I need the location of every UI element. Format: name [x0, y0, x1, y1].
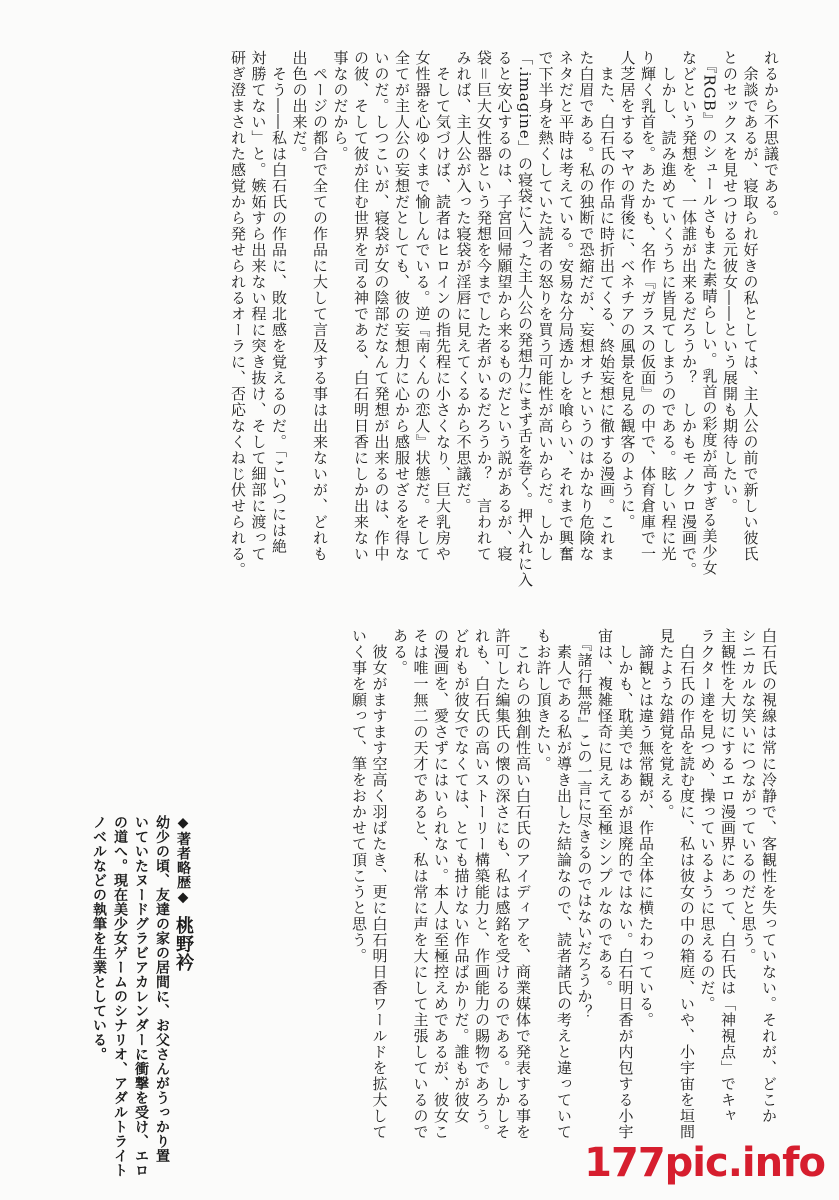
text-line: そは唯一無二の天才であると、私は常に声を大にして主張しているので: [411, 628, 430, 1140]
text-line: 「.imagine」の寝袋に入った主人公の発想力にまず舌を巻く。押入れに入: [516, 50, 534, 588]
text-line: れも、白石氏の高いストーリー構築能力と、作画能力の賜物であろう。: [473, 628, 491, 1140]
article-bottom-block: [279, 628, 779, 1140]
author-heading: ◆著者略歴◆: [175, 815, 191, 906]
text-line: 許可した編集氏の懐の深さにも、私は感銘を受けるのである。しかしそ: [493, 628, 512, 1140]
article-top-block: [61, 50, 781, 610]
text-line: 対勝てない」と。嫉妬すら出来ない程に突き抜け、そして細部に渡って: [249, 50, 268, 562]
text-line: どれもが彼女でなくては、とても描けない作品ばかりだ。誰もが彼女: [452, 628, 471, 1124]
text-line: 余談であるが、寝取られ好きの私としては、主人公の前で新しい彼氏: [741, 50, 760, 562]
text-line: 宙は、複雑怪奇に見えて至極シンプルなのである。: [596, 628, 614, 996]
text-line: また、白石氏の作品に時折出てくる、終始妄想に徹する漫画。これま: [598, 50, 616, 562]
text-line: などという発想を、一体誰が出来るだろうか？ しかもモノクロ漫画で。: [680, 50, 698, 578]
text-line: の道へ。現在美少女ゲームのシナリオ、アダルトライト: [112, 815, 128, 1178]
text-line: た白眉である。私の独断で恐縮だが、妄想オチというのはかなり危険な: [577, 50, 596, 562]
text-line: 白石氏の作品を読む度に、私は彼女の中の箱庭、いや、小宇宙を垣間: [678, 628, 696, 1140]
text-line: 袋＝巨大女性器という発想を今までした者がいるだろうか？ 言われて: [475, 50, 493, 563]
text-line: いていたヌードグラビアカレンダーに衝撃を受け、エロ: [133, 815, 149, 1178]
text-line: 彼女がますます空高く羽ばたき、更に白石明日香ワールドを拡大して: [370, 628, 389, 1140]
text-line: 見たような錯覚を覚える。: [657, 628, 676, 820]
text-line: シニカルな笑いにつながっているのだと思う。: [739, 628, 758, 964]
text-line: 女性器を心ゆくまで愉しんでいる。逆『南くんの恋人』状態だ。そして: [413, 50, 432, 562]
text-line: いのだ。しつこいが、寝袋が女の陰部だなんて発想が出来るのは、作中: [372, 50, 391, 562]
text-line: り輝く乳首を。あたかも、名作『ガラスの仮面』の中で、体育倉庫で一: [639, 50, 657, 562]
text-line: もお許し頂きたい。: [534, 628, 553, 772]
text-line: の漫画を、愛さずにはいられない。本人は至極控えめであるが、彼女こ: [432, 628, 450, 1140]
text-line: ノベルなどの執筆を生業としている。: [91, 815, 107, 1062]
text-line: 全てが主人公の妄想だとしても、彼の妄想力に心から感服せざるを得な: [393, 50, 411, 562]
text-line: ると安心するのは、子宮回帰願望から来るものだという説があるが、寝: [495, 50, 514, 562]
text-line: これらの独創性高い白石氏のアイディアを、商業媒体で発表する事を: [514, 628, 532, 1140]
text-line: 研ぎ澄まされた感覚から発せられるオーラに、否応なくねじ伏せられる。: [229, 50, 247, 578]
text-line: ラクター達を見つめ、操っているように思えるのだ。: [698, 628, 717, 1012]
text-line: で下半身を熱くしていた読者の怒りを買う可能性が高いからだ。しかし: [536, 50, 555, 562]
text-line: 主観性を大切にするエロ漫画界にあって、白石氏は「神視点」でキャ: [719, 628, 737, 1124]
author-profile: [64, 815, 194, 1178]
text-line: そう――私は白石氏の作品に、敗北感を覚えるのだ。「こいつには絶: [270, 50, 288, 555]
author-name: 桃野衿: [173, 916, 194, 972]
text-line: しかし、読み進めていくうちに皆見てしまうのである。眩しい程に光: [659, 50, 678, 562]
text-line: 人芝居をするマヤの背後に、ベネチアの風景を見る観客のように。: [618, 50, 637, 530]
text-line: 事なのだから。: [331, 50, 350, 162]
text-line: 白石氏の視線は常に冷静で、客観性を失っていない。それが、どこか: [760, 628, 778, 1124]
text-line: みれば、主人公が入った寝袋が淫唇に見えてくるから不思議だ。: [454, 50, 473, 514]
watermark-text: 177pic.info: [584, 1140, 825, 1186]
text-line: 『諸行無常』この一言に尽きるのではないだろうか？: [575, 628, 594, 1021]
text-line: 出色の出来だ。: [290, 50, 309, 162]
author-bio: [88, 815, 172, 1178]
text-line: ある。: [391, 628, 409, 676]
text-line: 諦観とは違う無常観が、作品全体に横たわっている。: [637, 628, 655, 1028]
text-line: 『RGB』のシュールさもまた素晴らしい。乳首の彩度が高すぎる美少女: [700, 50, 719, 576]
text-line: 素人である私が導き出した結論なので、読者諸氏の考えと違っていて: [555, 628, 573, 1140]
text-line: ページの都合で全ての作品に大して言及する事は出来ないが、どれも: [311, 50, 329, 562]
text-line: ネタだと平時は考えている。安易な分局透かしを喰らい、それまで興奮: [557, 50, 575, 562]
text-line: いく事を願って、筆をおかせて頂こうと思う。: [350, 628, 368, 964]
text-line: そして気づけば、読者はヒロインの指先程に小さくなり、巨大乳房や: [434, 50, 452, 562]
text-line: しかも、耽美ではあるが退廃的ではない。白石明日香が内包する小宇: [616, 628, 635, 1140]
text-line: の彼、そして彼が住む世界を司る神である、白石明日香にしか出来ない: [352, 50, 370, 562]
text-line: 幼少の頃、友達の家の居間に、お父さんがうっかり置: [154, 815, 170, 1163]
text-line: れるから不思議である。: [762, 50, 780, 226]
text-line: とのセックスを見せつける元彼女――という展開も期待したい。: [721, 50, 739, 514]
